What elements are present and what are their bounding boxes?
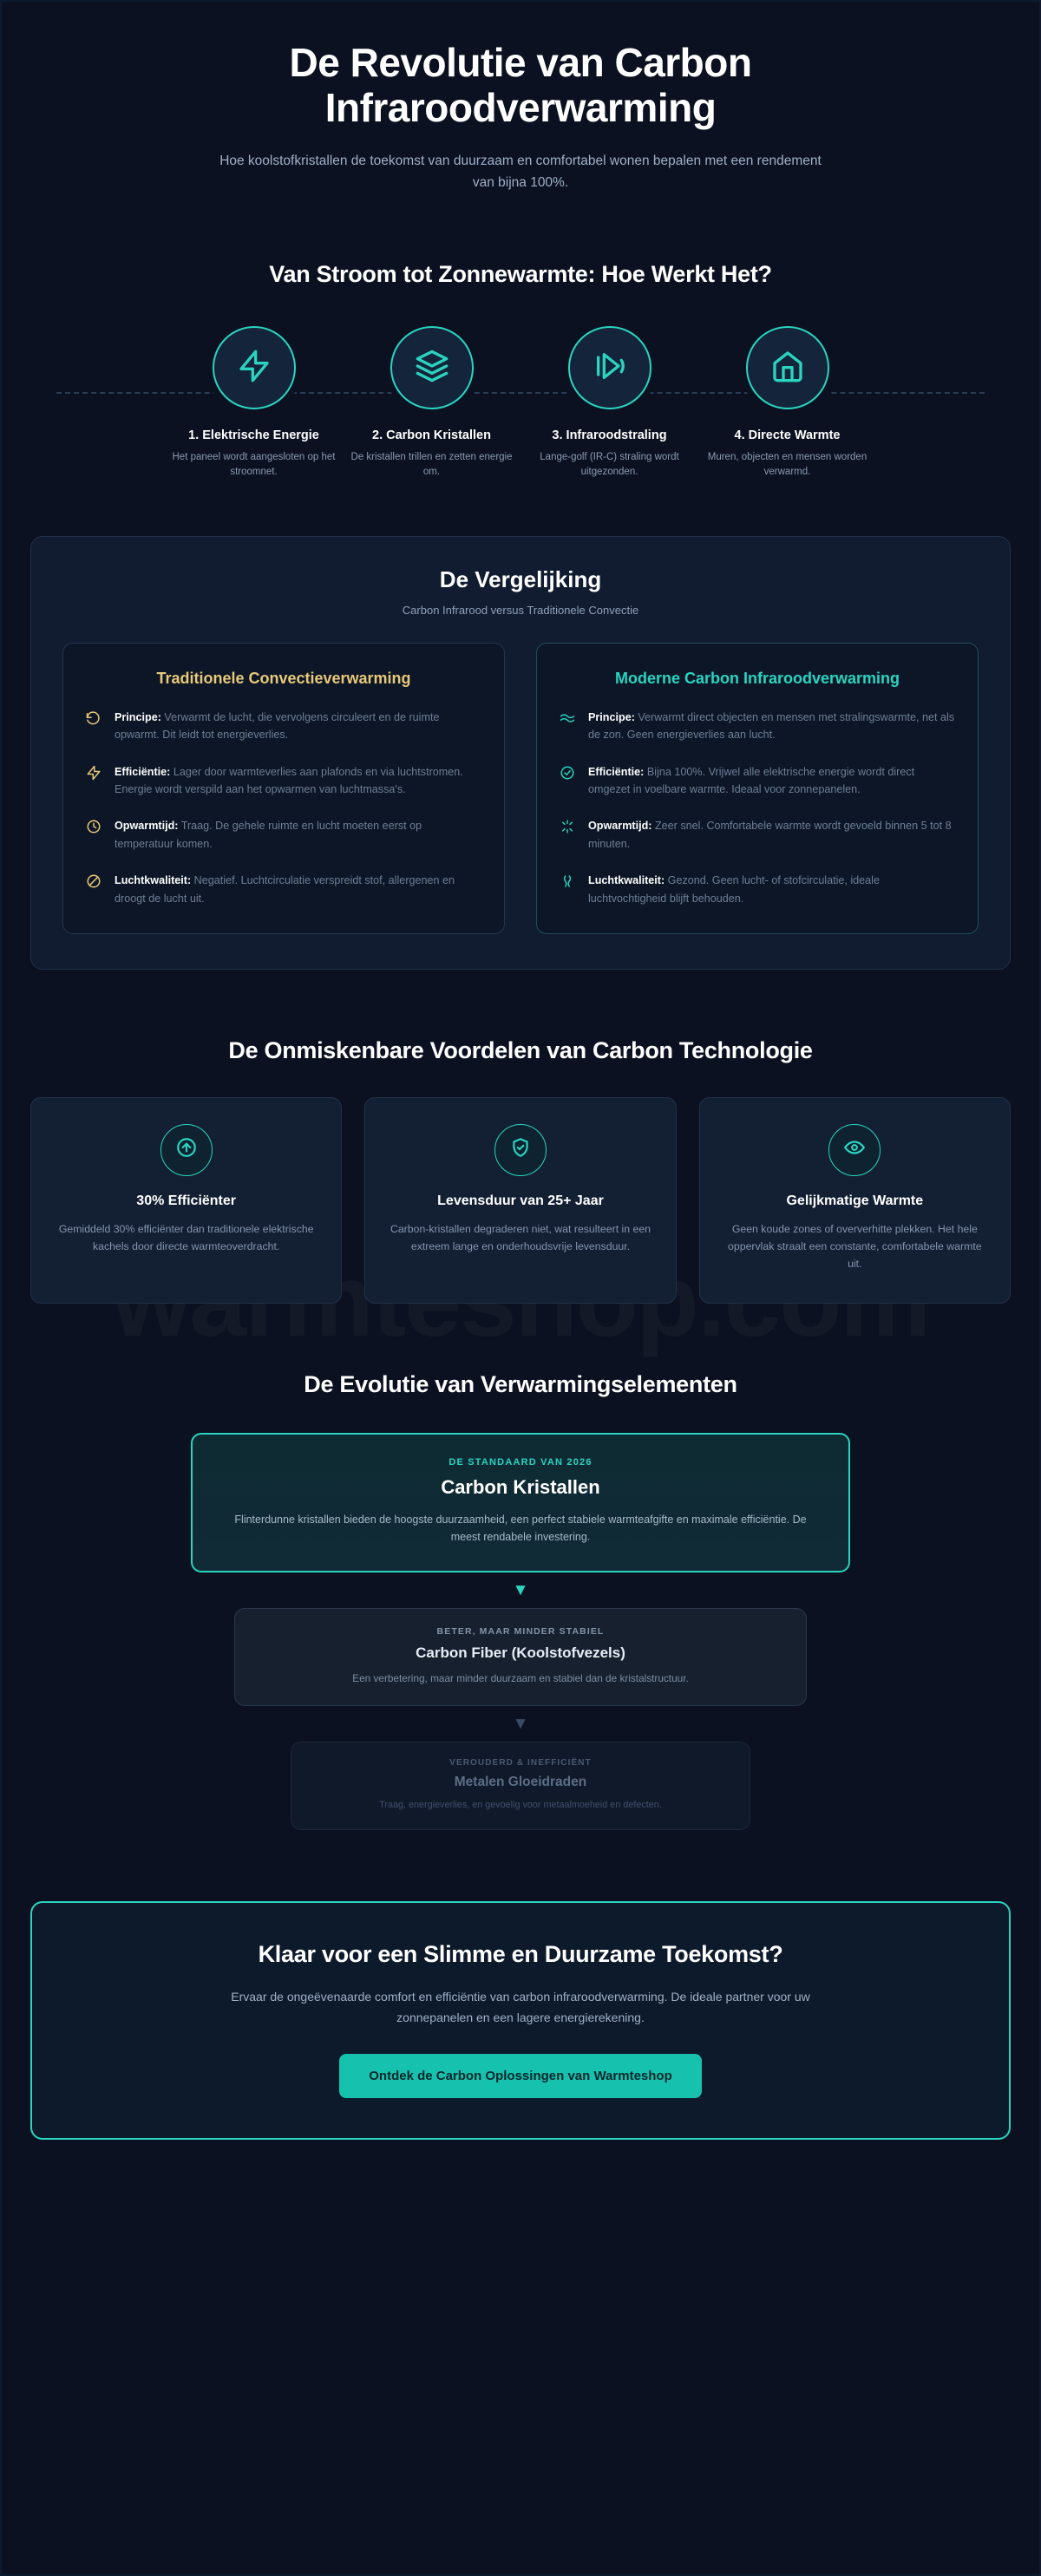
sparkle-fast-icon (560, 817, 577, 853)
tier-2-desc: Een verbetering, maar minder duurzaam en stabiel dan de kristalstructuur. (352, 1671, 689, 1684)
evolution-tier-carbon-kristallen (191, 1433, 850, 1572)
benefits-title: De Onmiskenbare Voordelen van Carbon Technologie (228, 1036, 813, 1063)
traditional-item-opwarmtijd-text: Opwarmtijd: Traag. De gehele ruimte en lucht moeten eerst op temperatuur komen. (115, 820, 422, 850)
modern-item-luchtkwaliteit-text: Luchtkwaliteit: Gezond. Geen lucht- of stofcirculatie, ideale luchtvochtigheid blijft behouden. (588, 874, 880, 905)
evolution-tier-carbon-fiber (234, 1608, 807, 1706)
layers-icon (415, 349, 449, 388)
modern-item-opwarmtijd-text: Opwarmtijd: Zeer snel. Comfortabele warmte wordt gevoeld binnen 5 tot 8 minuten. (588, 820, 952, 850)
lightning-bolt-icon (86, 763, 103, 799)
modern-item-efficientie-text: Efficiëntie: Bijna 100%. Vrijwel alle elektrische energie wordt direct omgezet in voelbare warmte. Ideaal voor zonnepanelen. (588, 765, 915, 795)
comparison-columns (62, 643, 979, 934)
step-4-icon-circle (746, 326, 829, 409)
traditional-item-luchtkwaliteit (86, 872, 481, 907)
tier-1-desc: Flinterdunne kristallen bieden de hoogste duurzaamheid, een perfect stabiele warmteafgifte en maximale efficiëntie. De meest rendabele investering. (234, 1513, 807, 1544)
step-2-label: 2. Carbon Kristallen (372, 428, 491, 443)
modern-item-opwarmtijd (560, 817, 955, 853)
process-step-3 (520, 326, 698, 481)
refresh-cycle-icon (86, 709, 103, 744)
clock-icon (86, 817, 103, 853)
comparison-subtitle: Carbon Infrarood versus Traditionele Convectie (402, 603, 639, 617)
modern-item-luchtkwaliteit (560, 872, 955, 907)
home-icon (770, 349, 805, 388)
step-3-label: 3. Infraroodstraling (552, 428, 667, 443)
step-2-icon-circle (390, 326, 474, 409)
tier-2-name: Carbon Fiber (Koolstofvezels) (416, 1644, 625, 1661)
tier-1-name: Carbon Kristallen (441, 1475, 600, 1498)
evolution-section (30, 1371, 1011, 1831)
step-2-desc: De kristallen trillen en zetten energie om. (350, 452, 513, 478)
traditional-item-efficientie (86, 763, 481, 799)
step-3-icon-circle (568, 326, 651, 409)
process-section (30, 261, 1011, 481)
comparison-column-modern (536, 643, 979, 934)
tier-3-desc: Traag, energieverlies, en gevoelig voor metaalmoeheid en defecten. (379, 1800, 662, 1811)
traditional-item-opwarmtijd (86, 817, 481, 853)
traditional-item-efficientie-text: Efficiëntie: Lager door warmteverlies aan plafonds en via luchtstromen. Energie wordt verspild aan het opwarmen van luchtmassa's. (115, 765, 463, 795)
benefit-1-title: 30% Efficiënter (136, 1193, 237, 1208)
benefit-3-title: Gelijkmatige Warmte (786, 1193, 924, 1208)
traditional-heading: Traditionele Convectieverwarming (156, 669, 411, 687)
comparison-section (30, 536, 1011, 970)
evolution-title: De Evolutie van Verwarmingselementen (304, 1370, 737, 1397)
step-4-label: 4. Directe Warmte (734, 428, 841, 443)
benefit-1-icon-circle (160, 1124, 213, 1176)
process-step-4 (698, 326, 876, 481)
evolution-tier-metalen-gloeidraden (291, 1742, 750, 1830)
evolution-stack (30, 1433, 1011, 1831)
benefit-3-desc: Geen koude zones of oververhitte plekken. Het hele oppervlak straalt een constante, comfortabele warmte uit. (728, 1222, 982, 1270)
traditional-item-principe-text: Principe: Verwarmt de lucht, die vervolgens circuleert en de ruimte opwarmt. Dit leidt tot energieverlies. (115, 710, 440, 742)
cta-button[interactable]: Ontdek de Carbon Oplossingen van Warmteshop (339, 2054, 702, 2098)
cta-title: Klaar voor een Slimme en Duurzame Toekomst? (258, 1941, 783, 1968)
benefit-2-title: Levensduur van 25+ Jaar (437, 1193, 604, 1208)
step-4-desc: Muren, objecten en mensen worden verwarmd. (707, 452, 868, 478)
modern-item-principe (560, 709, 955, 744)
step-3-desc: Lange-golf (IR-C) straling wordt uitgezonden. (540, 452, 679, 478)
step-1-icon-circle (213, 326, 296, 409)
modern-item-efficientie (560, 763, 955, 799)
step-1-label: 1. Elektrische Energie (188, 428, 319, 443)
hero-section (30, 2, 1011, 202)
hero-subtitle: Hoe koolstofkristallen de toekomst van duurzaam en comfortabel wonen bepalen met een rendement van bijna 100%. (219, 153, 822, 190)
modern-heading: Moderne Carbon Infraroodverwarming (614, 669, 900, 687)
infrared-wave-icon (593, 349, 627, 388)
benefit-card-even-heat (699, 1097, 1011, 1304)
shield-check-icon (509, 1136, 532, 1163)
eye-icon (843, 1136, 866, 1163)
process-step-2 (343, 326, 520, 481)
lightning-bolt-icon (237, 349, 272, 388)
page-title: De Revolutie van Carbon Infraroodverwarming (289, 40, 752, 131)
tier-3-tag: VEROUDERD & INEFFICIËNT (449, 1758, 592, 1769)
tier-2-tag: BETER, MAAR MINDER STABIEL (436, 1625, 605, 1637)
tier-1-tag: DE STANDAARD VAN 2026 (448, 1456, 593, 1468)
radiation-wave-icon (560, 709, 577, 744)
benefit-3-icon-circle (828, 1124, 881, 1176)
arrow-up-circle-icon (175, 1136, 198, 1163)
modern-item-principe-text: Principe: Verwarmt direct objecten en mensen met stralingswarmte, net als de zon. Geen energieverlies aan lucht. (588, 710, 955, 742)
cta-text: Ervaar de ongeëvenaarde comfort en efficiëntie van carbon infraroodverwarming. De ideale partner voor uw zonnepanelen en een lagere energierekening. (231, 1990, 810, 2024)
benefit-2-icon-circle (494, 1124, 547, 1176)
benefit-cards (30, 1097, 1011, 1304)
process-steps (30, 326, 1011, 481)
no-entry-icon (86, 872, 103, 907)
step-1-desc: Het paneel wordt aangesloten op het stroomnet. (172, 452, 336, 478)
air-quality-icon (560, 872, 577, 907)
cta-section (30, 1901, 1011, 2139)
benefit-card-lifespan (364, 1097, 676, 1304)
traditional-item-luchtkwaliteit-text: Luchtkwaliteit: Negatief. Luchtcirculatie verspreidt stof, allergenen en droogt de lucht uit. (115, 874, 455, 905)
benefit-1-desc: Gemiddeld 30% efficiënter dan traditionele elektrische kachels door directe warmteoverdracht. (58, 1222, 314, 1252)
process-title: Van Stroom tot Zonnewarmte: Hoe Werkt Het? (269, 261, 772, 288)
comparison-title: De Vergelijking (439, 566, 602, 592)
benefits-section (30, 1037, 1011, 1304)
benefit-card-efficiency (30, 1097, 342, 1304)
comparison-column-traditional (62, 643, 505, 934)
benefit-2-desc: Carbon-kristallen degraderen niet, wat resulteert in een extreem lange en onderhoudsvrije levensduur. (390, 1222, 651, 1252)
evolution-arrow-2: ▼ (512, 1715, 529, 1734)
check-circle-icon (560, 763, 577, 799)
tier-3-name: Metalen Gloeidraden (454, 1775, 587, 1790)
evolution-arrow-1: ▼ (512, 1580, 529, 1599)
process-step-1 (165, 326, 343, 481)
traditional-item-principe (86, 709, 481, 744)
